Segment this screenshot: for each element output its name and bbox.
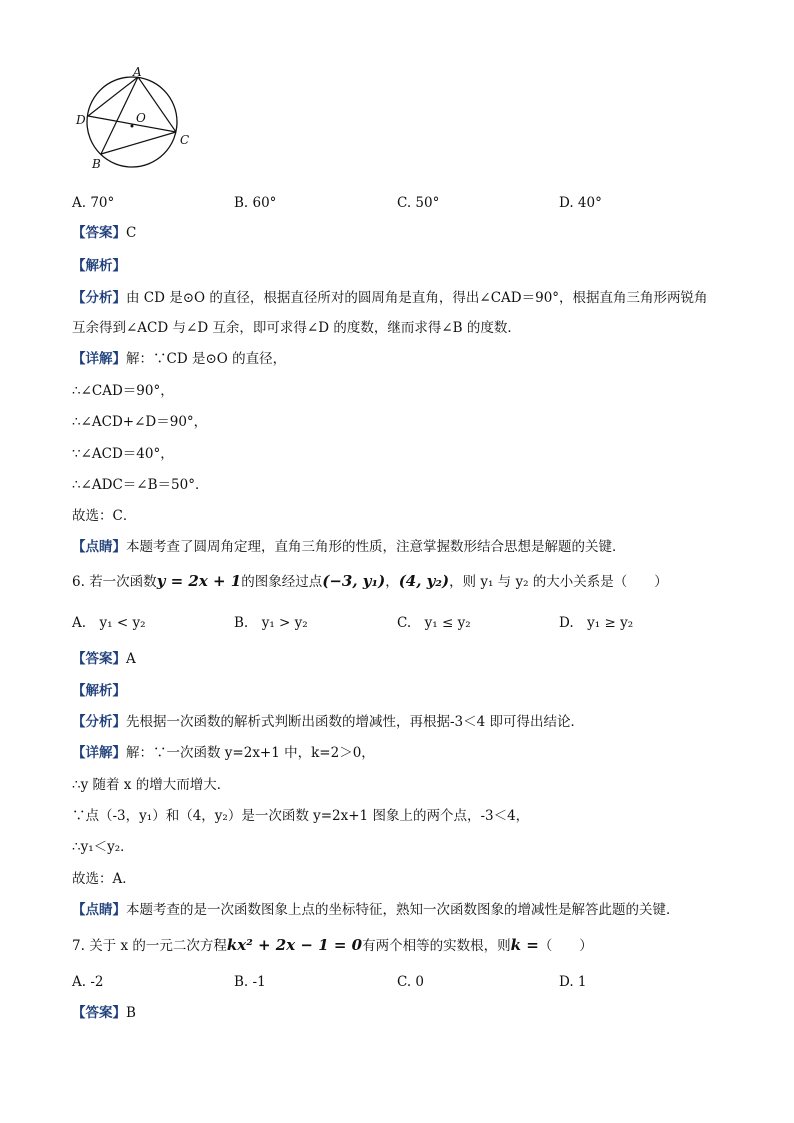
geometry-figure	[74, 64, 204, 174]
q7-option-a: A. -2	[72, 974, 104, 990]
answer-value: B	[126, 1005, 136, 1021]
answer-tag: 【答案】	[72, 225, 126, 241]
q7-option-b: B. -1	[234, 974, 266, 990]
q6-point1: (−3, y₁)	[322, 572, 386, 590]
q5-step-2: ∴∠ACD+∠D＝90°，	[72, 414, 208, 430]
q5-step-1: ∴∠CAD＝90°，	[72, 383, 174, 399]
q5-choice: 故选：C．	[72, 508, 137, 524]
q5-fenxi-line-1	[72, 288, 708, 308]
q6-option-a: A. y₁ < y₂	[72, 615, 146, 631]
q7-answer-line	[72, 1003, 136, 1023]
q5-dianjing-line	[72, 537, 626, 557]
xiangjie-tag: 【详解】	[72, 351, 126, 367]
q6-option-c: C. y₁ ≤ y₂	[397, 615, 471, 631]
q6-answer-line	[72, 649, 136, 669]
q7-number: 7.	[72, 938, 85, 954]
q5-xiangjie-line	[72, 349, 286, 369]
label-o: O	[136, 111, 146, 125]
label-b: B	[92, 157, 101, 171]
q7-stem-b: 有两个相等的实数根，则	[362, 938, 511, 954]
q7-option-c: C. 0	[397, 974, 425, 990]
q6-step-3: ∴y₁＜y₂．	[72, 839, 134, 855]
q5-option-b: B. 60°	[234, 195, 277, 211]
label-c: C	[180, 133, 190, 147]
answer-tag: 【答案】	[72, 651, 126, 667]
dianjing-text: 本题考查了圆周角定理，直角三角形的性质，注意掌握数形结合思想是解题的关键．	[126, 539, 626, 555]
q6-stem-b: 的图象经过点	[241, 574, 323, 590]
q7-stem	[72, 935, 593, 956]
q5-fenxi-line-2: 互余得到∠ACD 与∠D 互余，即可求得∠D 的度数，继而求得∠B 的度数．	[72, 320, 521, 336]
q6-number: 6.	[72, 574, 85, 590]
q5-step-3: ∵∠ACD＝40°，	[72, 446, 174, 462]
q6-option-b: B. y₁ > y₂	[234, 615, 308, 631]
q6-xiangjie-line	[72, 743, 375, 763]
fenxi-text: 先根据一次函数的解析式判断出函数的增减性，再根据-3＜4 即可得出结论．	[126, 714, 585, 730]
xiangjie-tag: 【详解】	[72, 745, 126, 761]
q5-option-c: C. 50°	[397, 195, 440, 211]
jiexi-tag: 【解析】	[72, 683, 126, 699]
xiangjie-text: 解：∵CD 是⊙O 的直径，	[126, 351, 287, 367]
q6-dianjing-line	[72, 900, 680, 920]
q6-stem	[72, 571, 668, 592]
q6-option-d: D. y₁ ≥ y₂	[559, 615, 634, 631]
q6-equation: y = 2x + 1	[156, 572, 242, 590]
center-dot	[131, 125, 134, 128]
q6-sep: ，	[385, 574, 399, 590]
fenxi-tag: 【分析】	[72, 714, 126, 730]
dianjing-tag: 【点睛】	[72, 539, 126, 555]
q7-equation: kx² + 2x − 1 = 0	[226, 936, 363, 954]
q6-choice: 故选：A．	[72, 871, 136, 887]
q5-step-4: ∴∠ADC＝∠B＝50°．	[72, 477, 209, 493]
q6-jiexi-line	[72, 681, 126, 701]
answer-value: A	[126, 651, 136, 667]
jiexi-tag: 【解析】	[72, 258, 126, 274]
q5-option-a: A. 70°	[72, 195, 115, 211]
q6-stem-c: ，则 y₁ 与 y₂ 的大小关系是（ ）	[449, 574, 668, 590]
q5-option-d: D. 40°	[559, 195, 602, 211]
q6-point2: (4, y₂)	[398, 572, 450, 590]
q5-answer-line	[72, 223, 136, 243]
dianjing-text: 本题考查的是一次函数图象上点的坐标特征，熟知一次函数图象的增减性是解答此题的关键．	[126, 902, 680, 918]
fenxi-text-1: 由 CD 是⊙O 的直径，根据直径所对的圆周角是直角，得出∠CAD＝90°，根据直角三角形两锐角	[126, 290, 708, 306]
q7-stem-c: （ ）	[538, 938, 593, 954]
q7-option-d: D. 1	[559, 974, 587, 990]
xiangjie-text: 解：∵一次函数 y=2x+1 中，k=2＞0，	[126, 745, 375, 761]
label-d: D	[76, 113, 86, 127]
dianjing-tag: 【点睛】	[72, 902, 126, 918]
fenxi-tag: 【分析】	[72, 290, 126, 306]
answer-tag: 【答案】	[72, 1005, 126, 1021]
q6-step-1: ∴y 随着 x 的增大而增大．	[72, 777, 231, 793]
q5-jiexi-line	[72, 256, 126, 276]
q6-stem-a: 若一次函数	[89, 574, 157, 590]
q6-fenxi-line	[72, 712, 584, 732]
q7-stem-a: 关于 x 的一元二次方程	[89, 938, 227, 954]
answer-value: C	[126, 225, 137, 241]
q6-step-2: ∵点（-3，y₁）和（4，y₂）是一次函数 y=2x+1 图象上的两个点，-3＜4，	[72, 808, 530, 824]
label-a: A	[133, 65, 142, 79]
q7-k-eq: k =	[510, 936, 539, 954]
